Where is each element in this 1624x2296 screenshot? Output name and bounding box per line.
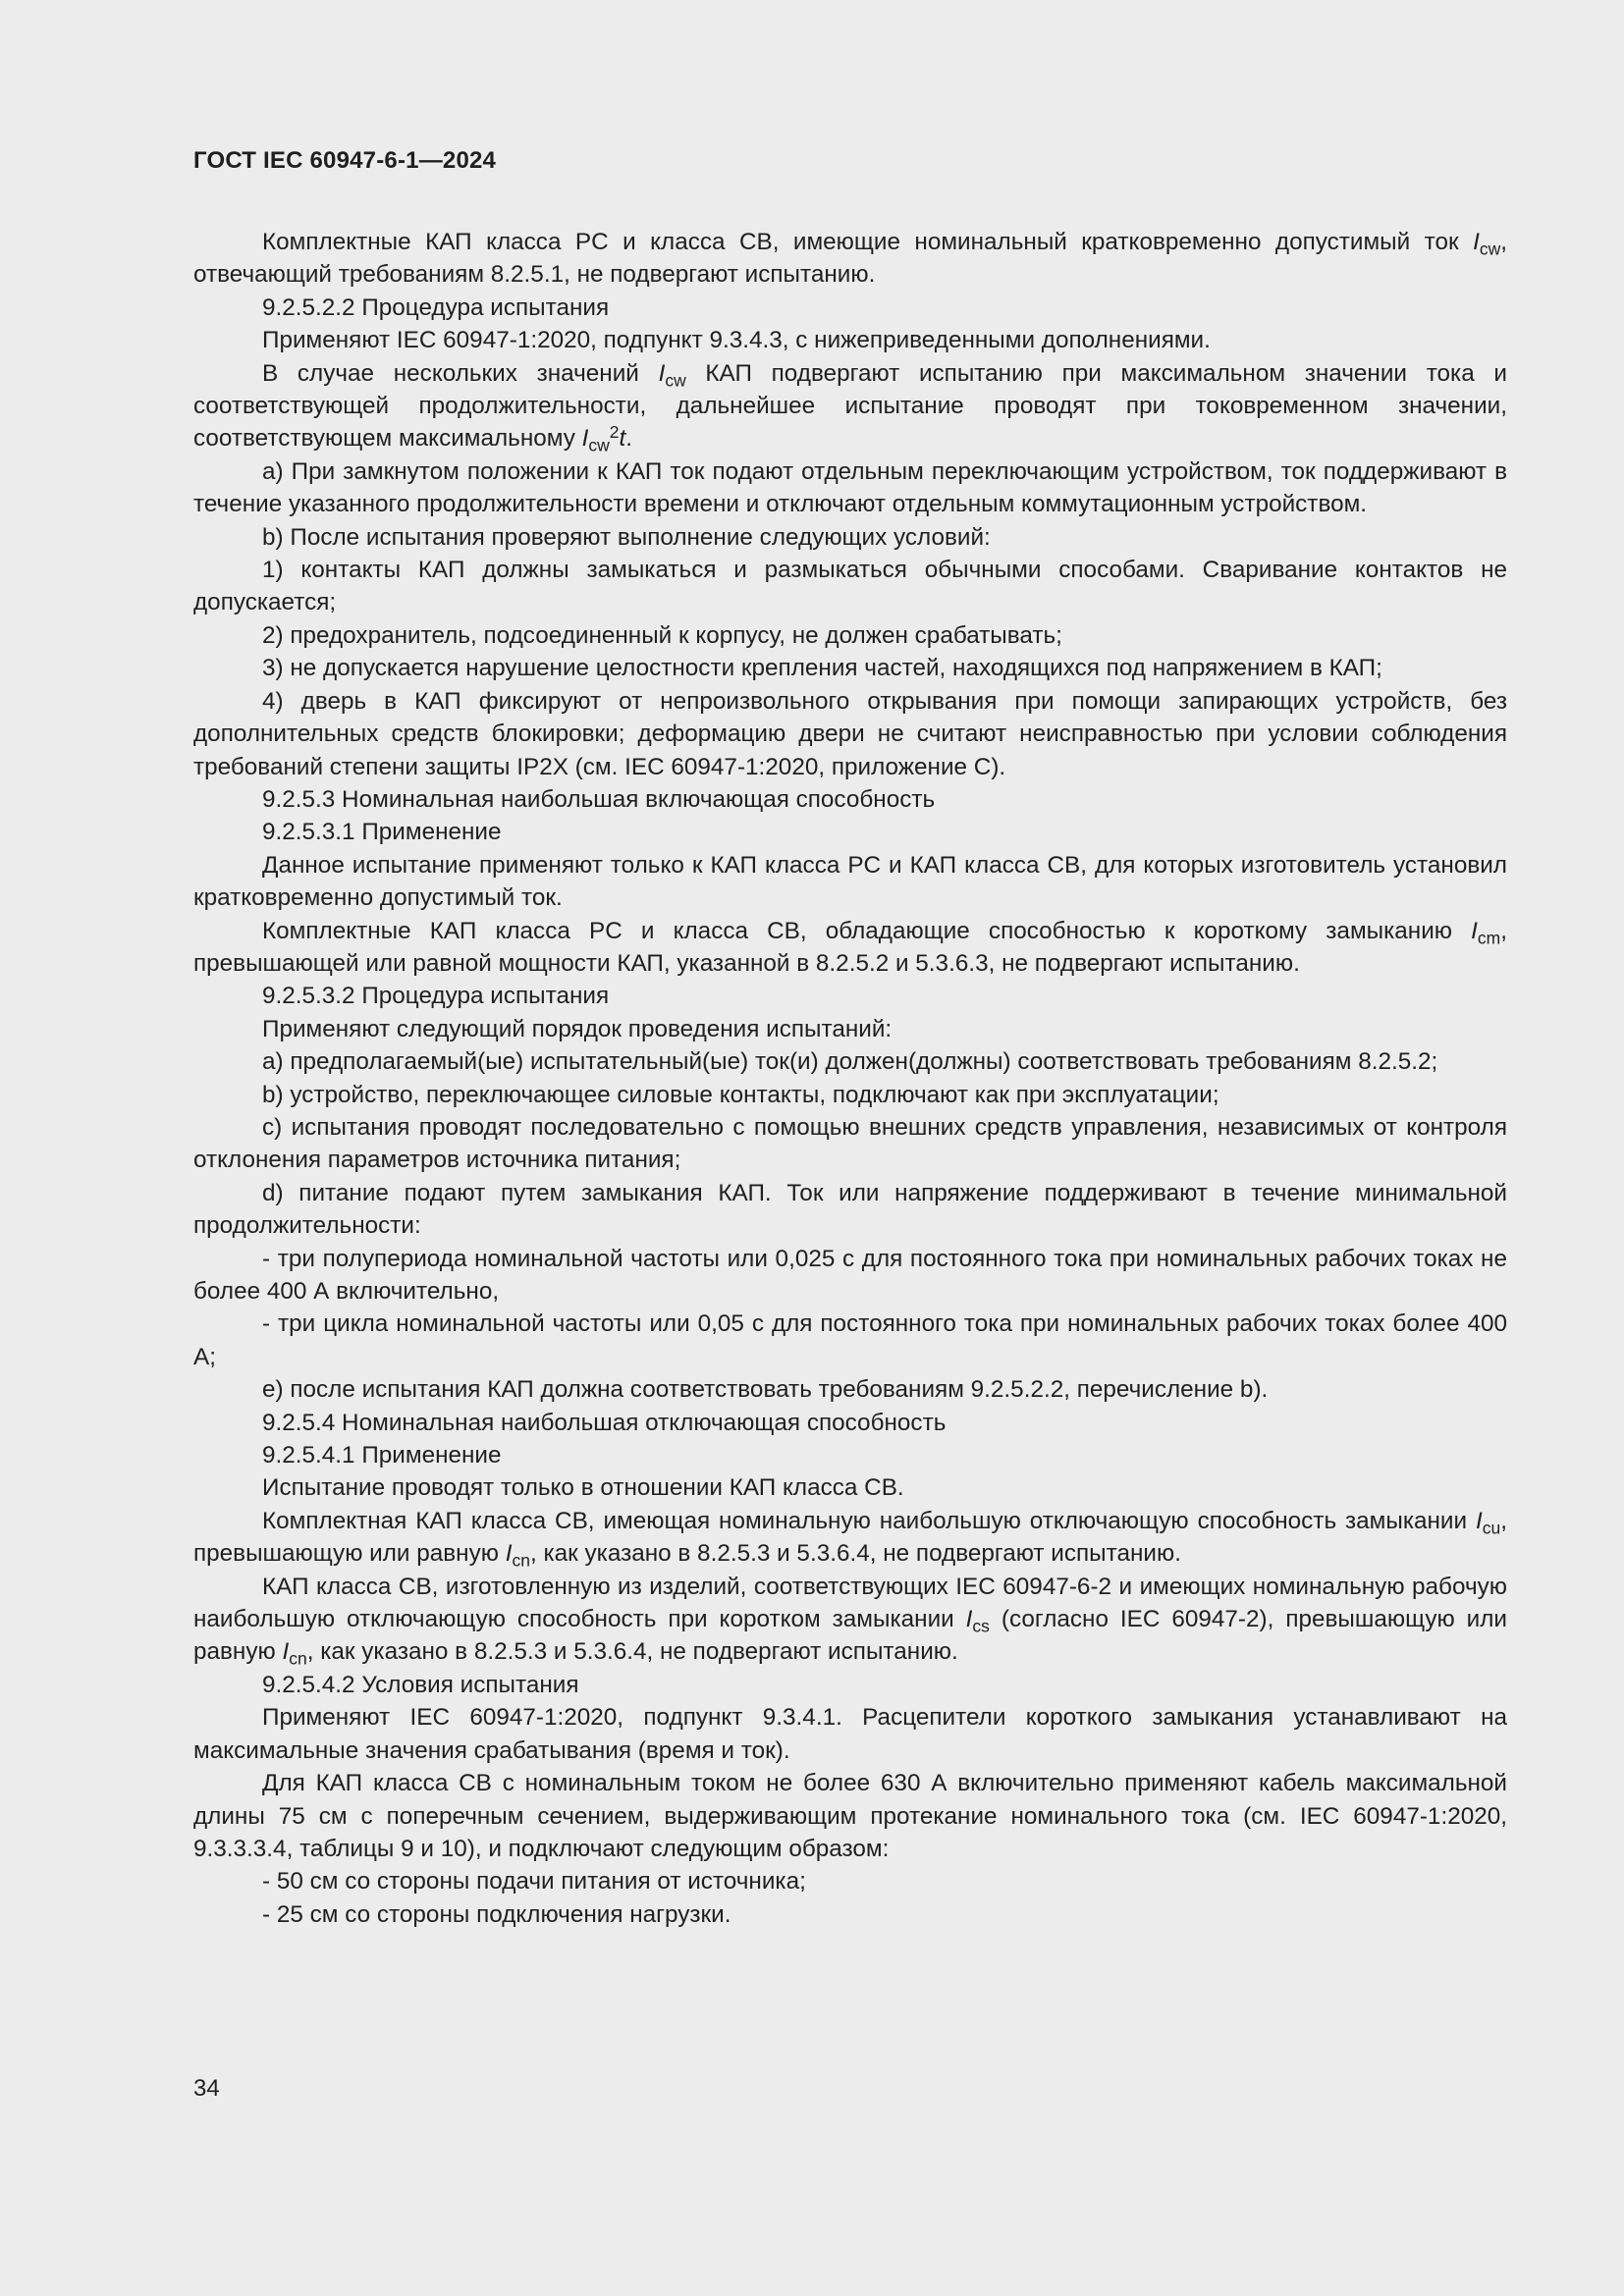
text-run: 9.2.5.3 Номинальная наибольшая включающая способность bbox=[262, 785, 936, 813]
paragraph bbox=[193, 455, 1507, 521]
text-run: В случае нескольких значений bbox=[262, 359, 659, 387]
paragraph bbox=[193, 619, 1507, 652]
paragraph bbox=[193, 1177, 1507, 1243]
document-body bbox=[193, 226, 1507, 1931]
text-run: I bbox=[658, 359, 666, 387]
subscript: cn bbox=[289, 1649, 307, 1670]
text-run: 1) контакты КАП должны замыкаться и размыкаться обычными способами. Сваривание контактов не допускается; bbox=[193, 557, 1507, 616]
paragraph bbox=[193, 1571, 1507, 1669]
text-run: (согласно IEC 60947-2), превышающую или равную bbox=[193, 1606, 1507, 1666]
subscript: cs bbox=[972, 1616, 990, 1636]
text-run: I bbox=[1471, 917, 1478, 944]
text-run: Комплектная КАП класса CB, имеющая номинальную наибольшую отключающую способность замыкании bbox=[262, 1507, 1476, 1534]
paragraph bbox=[193, 521, 1507, 554]
paragraph bbox=[193, 292, 1507, 324]
paragraph bbox=[193, 915, 1507, 981]
text-run: I bbox=[505, 1540, 513, 1568]
paragraph bbox=[193, 1373, 1507, 1406]
paragraph bbox=[193, 1045, 1507, 1078]
text-run: c) испытания проводят последовательно с помощью внешних средств управления, независимых от контроля отклонения параметров источника питания; bbox=[193, 1113, 1507, 1174]
text-run: a) При замкнутом положении к КАП ток подают отдельным переключающим устройством, ток поддерживают в течение указанного продолжительности времени и отключают отдельным коммутационным устройством. bbox=[193, 457, 1507, 518]
text-run: , отвечающий требованиям 8.2.5.1, не подвергают испытанию. bbox=[193, 229, 1507, 289]
paragraph bbox=[193, 1013, 1507, 1045]
text-run: 9.2.5.4 Номинальная наибольшая отключающая способность bbox=[262, 1409, 947, 1436]
text-run: 9.2.5.4.1 Применение bbox=[262, 1442, 502, 1469]
paragraph bbox=[193, 652, 1507, 684]
text-run: Применяют IEC 60947-1:2020, подпункт 9.3.4.3, с нижеприведенными дополнениями. bbox=[262, 327, 1211, 354]
paragraph bbox=[193, 324, 1507, 356]
text-run: Для КАП класса CB с номинальным током не более 630 А включительно применяют кабель максимальной длины 75 см с поперечным сечением, выдерживающим протекание номинального тока (см. IEC 60947-1:2020, 9.3.3.3.4, таблицы 9 и 10), и подключают следующим образом: bbox=[193, 1770, 1507, 1862]
text-run: e) после испытания КАП должна соответствовать требованиям 9.2.5.2.2, перечисление b). bbox=[262, 1376, 1269, 1404]
text-run: 9.2.5.3.1 Применение bbox=[262, 819, 502, 846]
paragraph bbox=[193, 1243, 1507, 1308]
text-run: , превышающую или равную bbox=[193, 1507, 1507, 1568]
text-run: , как указано в 8.2.5.3 и 5.3.6.4, не подвергают испытанию. bbox=[529, 1540, 1181, 1568]
subscript: cu bbox=[1482, 1518, 1501, 1538]
text-run: - 50 см со стороны подачи питания от источника; bbox=[262, 1868, 806, 1896]
paragraph bbox=[193, 849, 1507, 915]
paragraph bbox=[193, 1767, 1507, 1865]
text-run: Комплектные КАП класса PC и класса CB, обладающие способностью к короткому замыканию bbox=[262, 917, 1472, 944]
text-run: , превышающей или равной мощности КАП, указанной в 8.2.5.2 и 5.3.6.3, не подвергают испытанию. bbox=[193, 917, 1507, 977]
text-run: - три цикла номинальной частоты или 0,05 с для постоянного тока при номинальных рабочих токах более 400 А; bbox=[193, 1310, 1507, 1370]
text-run: КАП класса CB, изготовленную из изделий, соответствующих IEC 60947-6-2 и имеющих номинальную рабочую наибольшую отключающую способность при коротком замыкании bbox=[193, 1573, 1507, 1633]
subscript: cw bbox=[1479, 239, 1501, 259]
paragraph bbox=[193, 1471, 1507, 1504]
subscript: cm bbox=[1477, 928, 1501, 948]
paragraph bbox=[193, 1111, 1507, 1177]
text-run: a) предполагаемый(ые) испытательный(ые) ток(и) должен(должны) соответствовать требованиям 8.2.5.2; bbox=[262, 1048, 1438, 1076]
text-run: I bbox=[965, 1606, 973, 1633]
text-run: Данное испытание применяют только к КАП класса PC и КАП класса CB, для которых изготовитель установил кратковременно допустимый ток. bbox=[193, 851, 1507, 912]
text-run: d) питание подают путем замыкания КАП. Ток или напряжение поддерживают в течение минимальной продолжительности: bbox=[193, 1179, 1507, 1240]
paragraph bbox=[193, 1407, 1507, 1439]
text-run: 4) дверь в КАП фиксируют от непроизвольного открывания при помощи запирающих устройств, без дополнительных средств блокировки; деформацию двери не считают неисправностью при условии соблюдения требований степени защиты IP2X (см. IEC 60947-1:2020, приложение С). bbox=[193, 687, 1507, 780]
text-run: b) устройство, переключающее силовые контакты, подключают как при эксплуатации; bbox=[262, 1081, 1219, 1108]
text-run: . bbox=[625, 425, 633, 453]
paragraph bbox=[193, 816, 1507, 848]
paragraph bbox=[193, 1865, 1507, 1897]
text-run: I bbox=[1473, 229, 1480, 255]
text-run: 2) предохранитель, подсоединенный к корпусу, не должен срабатывать; bbox=[262, 621, 1062, 649]
subscript: cn bbox=[512, 1550, 530, 1571]
text-run: Комплектные КАП класса PC и класса CB, имеющие номинальный кратковременно допустимый ток bbox=[262, 229, 1474, 255]
text-run: , как указано в 8.2.5.3 и 5.3.6.4, не подвергают испытанию. bbox=[306, 1638, 958, 1666]
paragraph bbox=[193, 1439, 1507, 1471]
superscript: 2 bbox=[609, 422, 620, 443]
text-run: b) После испытания проверяют выполнение следующих условий: bbox=[262, 523, 991, 551]
subscript: cw bbox=[588, 436, 610, 456]
paragraph bbox=[193, 1701, 1507, 1767]
text-run: t bbox=[619, 425, 626, 453]
paragraph bbox=[193, 783, 1507, 816]
paragraph bbox=[193, 980, 1507, 1012]
text-run: 9.2.5.3.2 Процедура испытания bbox=[262, 983, 610, 1010]
text-run: Применяют IEC 60947-1:2020, подпункт 9.3.4.1. Расцепители короткого замыкания устанавливают на максимальные значения срабатывания (время и ток). bbox=[193, 1704, 1507, 1764]
text-run: 3) не допускается нарушение целостности крепления частей, находящихся под напряжением в КАП; bbox=[262, 655, 1382, 682]
paragraph bbox=[193, 1669, 1507, 1701]
paragraph bbox=[193, 554, 1507, 619]
paragraph bbox=[193, 226, 1507, 292]
paragraph bbox=[193, 1308, 1507, 1373]
paragraph bbox=[193, 685, 1507, 783]
text-run: - три полупериода номинальной частоты или 0,025 с для постоянного тока при номинальных рабочих токах не более 400 А включительно, bbox=[193, 1245, 1507, 1305]
text-run: - 25 см со стороны подключения нагрузки. bbox=[262, 1900, 731, 1928]
paragraph bbox=[193, 1505, 1507, 1571]
paragraph bbox=[193, 1898, 1507, 1931]
paragraph bbox=[193, 357, 1507, 455]
page-number: 34 bbox=[193, 2075, 220, 2102]
text-run: I bbox=[1476, 1507, 1483, 1534]
text-run: 9.2.5.4.2 Условия испытания bbox=[262, 1671, 579, 1698]
text-run: КАП подвергают испытанию при максимальном значении тока и соответствующей продолжительности, дальнейшее испытание проводят при токовременном значении, соответствующем максимальному bbox=[193, 359, 1507, 453]
document-header: ГОСТ IEC 60947-6-1—2024 bbox=[193, 147, 497, 174]
text-run: 9.2.5.2.2 Процедура испытания bbox=[262, 294, 610, 321]
text-run: Применяют следующий порядок проведения испытаний: bbox=[262, 1015, 893, 1042]
text-run: I bbox=[282, 1638, 290, 1666]
paragraph bbox=[193, 1079, 1507, 1111]
subscript: cw bbox=[665, 370, 686, 391]
text-run: Испытание проводят только в отношении КАП класса CB. bbox=[262, 1474, 904, 1502]
text-run: I bbox=[581, 425, 589, 453]
